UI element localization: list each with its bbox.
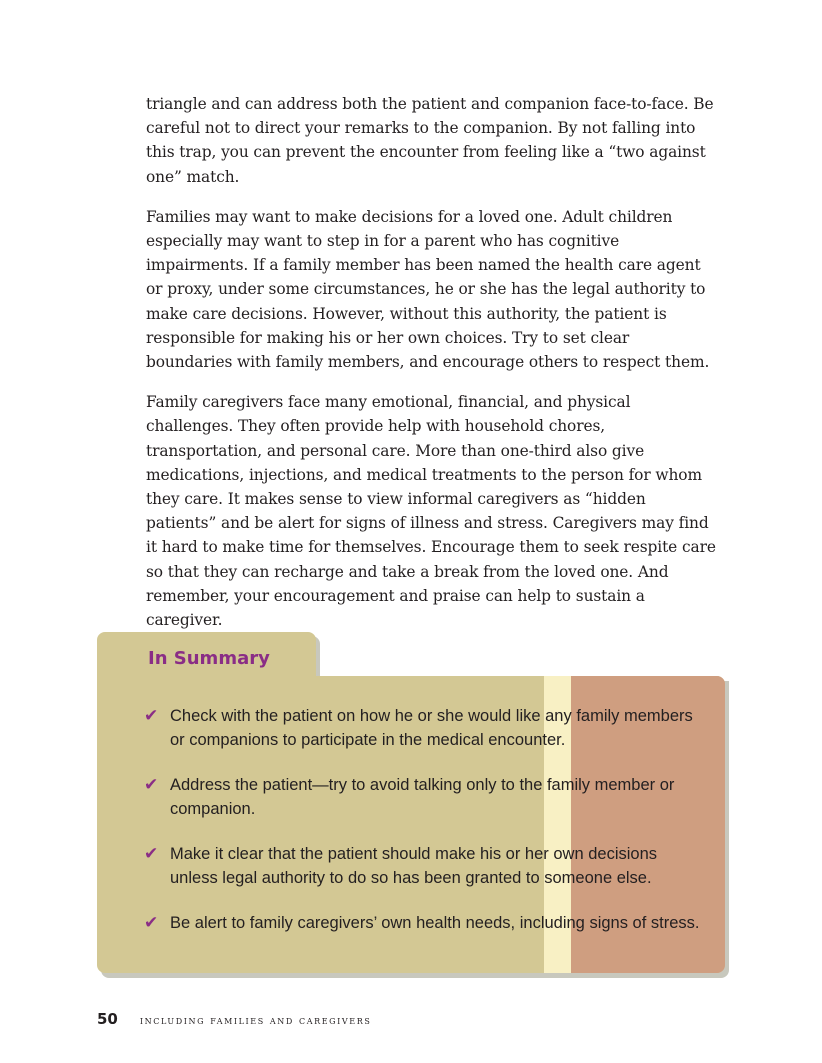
paragraph-1: triangle and can address both the patient and companion face-to-face. Be careful not to direct your remarks to the companion. By not falling into this trap, you can prevent the encounter from feeling like a “two against one” match.: [146, 95, 714, 186]
summary-item: [144, 842, 704, 890]
summary-box: [97, 632, 725, 974]
checkmark-icon: ✔: [144, 706, 159, 725]
summary-item-text: Be alert to family caregivers’ own health needs, including signs of stress.: [170, 914, 700, 932]
page-footer: [97, 1010, 371, 1028]
summary-item-text: Make it clear that the patient should make his or her own decisions unless legal authority to do so has been granted to someone else.: [170, 845, 658, 887]
body-text: [146, 92, 716, 648]
running-head: including families and caregivers: [139, 1014, 372, 1027]
summary-item: [144, 773, 704, 821]
paragraph-2: Families may want to make decisions for a loved one. Adult children especially may want to step in for a parent who has cognitive impairments. If a family member has been named the health care agent or proxy, under some circumstances, he or she has the legal authority to make care decisions. However, without this authority, the patient is responsible for making his or her own choices. Try to set clear boundaries with family members, and encourage others to respect them.: [146, 207, 710, 372]
checkmark-icon: ✔: [144, 844, 159, 863]
summary-list: [144, 704, 704, 956]
summary-item-text: Address the patient—try to avoid talking only to the family member or companion.: [170, 776, 675, 818]
checkmark-icon: ✔: [144, 913, 159, 932]
page-number: 50: [97, 1010, 118, 1028]
summary-item: [144, 911, 704, 935]
summary-title: In Summary: [148, 648, 270, 669]
summary-item: [144, 704, 704, 752]
paragraph-3: Family caregivers face many emotional, financial, and physical challenges. They often provide help with household chores, transportation, and personal care. More than one-third also give medications, injections, and medical treatments to the person for whom they care. It makes sense to view informal caregivers as “hidden patients” and be alert for signs of illness and stress. Caregivers may find it hard to make time for themselves. Encourage them to seek respite care so that they can recharge and take a break from the loved one. And remember, your encouragement and praise can help to sustain a caregiver.: [146, 393, 716, 630]
checkmark-icon: ✔: [144, 775, 159, 794]
summary-item-text: Check with the patient on how he or she would like any family members or companions to participate in the medical encounter.: [170, 707, 693, 749]
